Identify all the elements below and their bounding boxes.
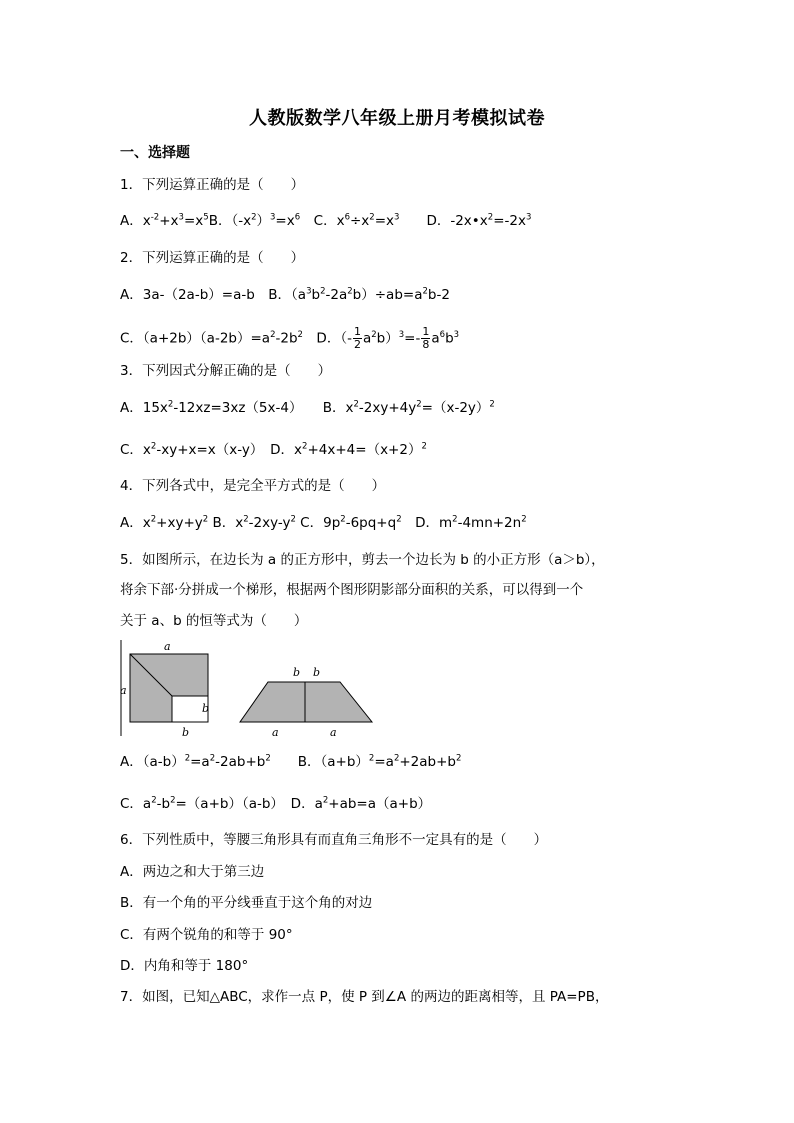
label-a-trap-left: a bbox=[272, 726, 279, 739]
question-5-options-ab: A．$(a-b)^2=a^2-2ab+b^2$ B．$(a+b)^2=a^2+2ab+b^2$ bbox=[120, 753, 462, 770]
label-b-trap-left: b bbox=[293, 666, 301, 679]
question-7-stem: 7．如图，已知△ABC，求作一点 P，使 P 到∠A 的两边的距离相等，且 PA=PB， bbox=[120, 989, 609, 1005]
label-b-right: b bbox=[202, 702, 210, 715]
label-b-bottom: b bbox=[182, 726, 190, 739]
question-5-line-1: 5．如图所示，在边长为 a 的正方形中，剪去一个边长为 b 的小正方形（a＞b）， bbox=[120, 552, 605, 568]
question-6-option-b: B．有一个角的平分线垂直于这个角的对边 bbox=[120, 895, 373, 911]
question-1-stem: 1．下列运算正确的是（ ） bbox=[120, 177, 305, 193]
question-2-stem: 2．下列运算正确的是（ ） bbox=[120, 250, 305, 266]
question-2-options-ab: A．3a-（2a-b）=a-b B．$(a^3b^2-2a^2b)\div ab=a^2b-2$ bbox=[120, 286, 450, 303]
question-2-options-cd: C．$(a+2b)(a-2b)=a^2-2b^2$ D．（- $\frac{1}{2}$ $a^2b)^3=-$ $\frac{1}{8}$ $a^6b^3$ bbox=[120, 325, 460, 351]
section-heading: 一、选择题 bbox=[120, 145, 190, 161]
label-a-left: a bbox=[120, 684, 127, 697]
question-4-stem: 4．下列各式中，是完全平方式的是（ ） bbox=[120, 478, 386, 494]
label-b-trap-right: b bbox=[313, 666, 321, 679]
fraction-one-half: $\frac{1}{2}$ bbox=[353, 325, 361, 351]
question-6-option-c: C．有两个锐角的和等于 90° bbox=[120, 927, 293, 943]
question-3-options-cd: C．$x^2-xy+x=x(x-y)$ D．$x^2+4x+4=(x+2)^2$ bbox=[120, 441, 427, 458]
question-3-options-ab: A．$15x^2-12xz=3xz(5x-4)$ B．$x^2-2xy+4y^2=(x-2y)^2$ bbox=[120, 399, 495, 416]
question-5-line-3: 关于 a、b 的恒等式为（ ） bbox=[120, 613, 308, 629]
question-5-line-2: 将余下部·分拼成一个梯形，根据两个图形阴影部分面积的关系，可以得到一个 bbox=[120, 582, 584, 598]
question-6-stem: 6．下列性质中，等腰三角形具有而直角三角形不一定具有的是（ ） bbox=[120, 832, 548, 848]
page-title: 人教版数学八年级上册月考模拟试卷 bbox=[249, 108, 545, 129]
shaded-trapezoid bbox=[240, 682, 372, 722]
label-a-trap-right: a bbox=[330, 726, 337, 739]
question-5-options-cd: C．$a^2-b^2=(a+b)(a-b)$ D．$a^2+ab=a(a+b)$ bbox=[120, 795, 432, 812]
question-1-options: A．$x^{-2}+x^3=x^5B$．$(-x^2)^3=x^6$ C．$x^6\div x^2=x^3$ D．$-2x•x^2=-2x^3$ bbox=[120, 212, 532, 229]
fraction-one-eighth: $\frac{1}{8}$ bbox=[422, 325, 430, 351]
question-6-option-a: A．两边之和大于第三边 bbox=[120, 864, 265, 880]
square-trapezoid-figure bbox=[118, 640, 378, 740]
label-a-top: a bbox=[164, 640, 171, 653]
question-4-options: A．$x^2+xy+y^2$ B．$x^2-2xy-y^2$ C．$9p^2-6pq+q^2$ D．$m^2-4mn+2n^2$ bbox=[120, 514, 527, 531]
question-3-stem: 3．下列因式分解正确的是（ ） bbox=[120, 363, 332, 379]
question-6-option-d: D．内角和等于 180° bbox=[120, 958, 249, 974]
